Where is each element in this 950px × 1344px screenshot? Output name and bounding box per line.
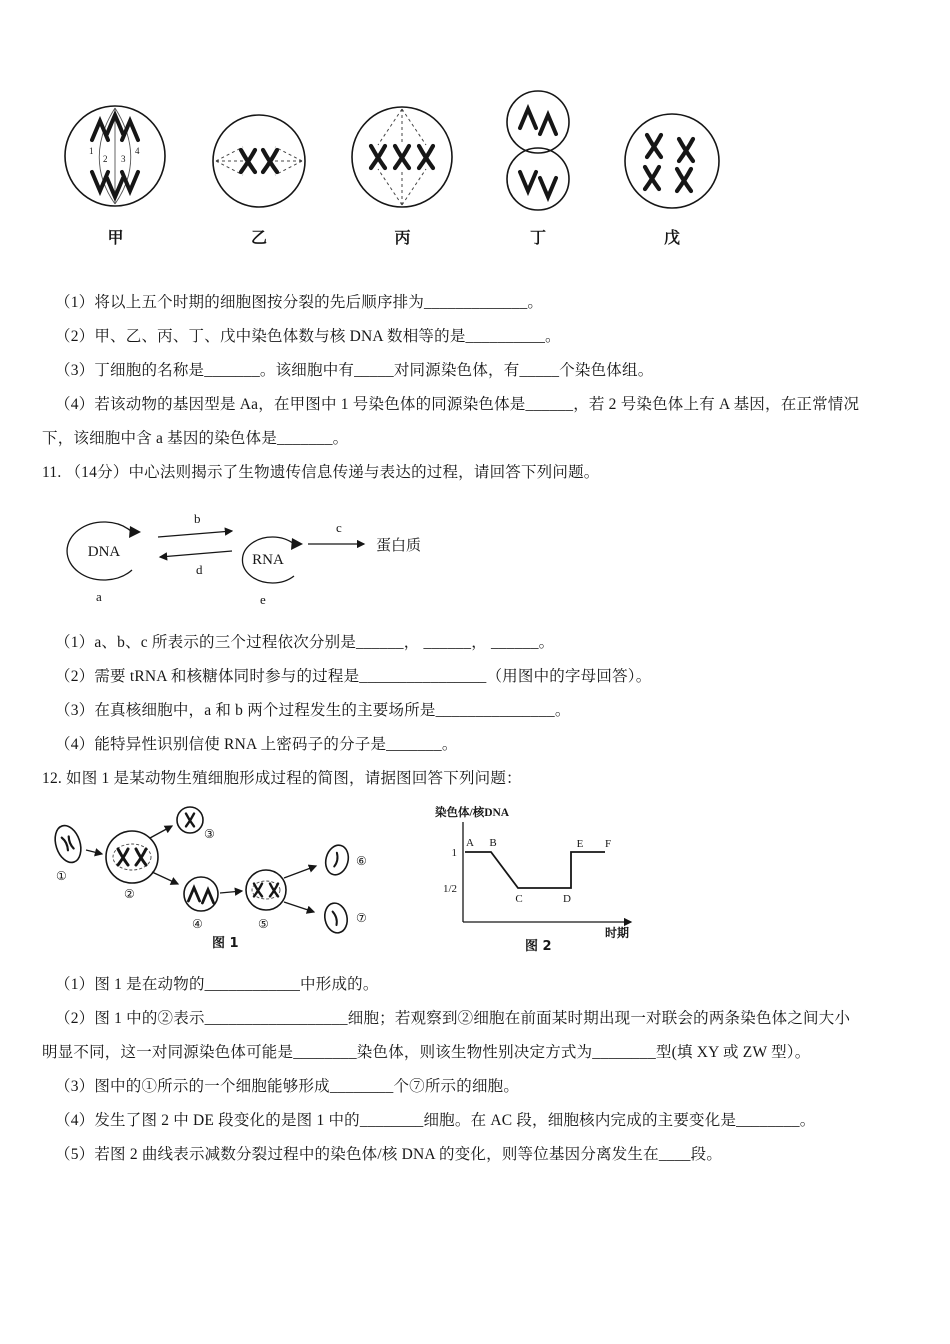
q10-line-2: （2）甲、乙、丙、丁、戊中染色体数与核 DNA 数相等的是__________。: [55, 328, 561, 345]
cell-yi-label: 乙: [250, 228, 267, 247]
fig2-caption: 图 2: [525, 939, 552, 952]
process-d-label: d: [196, 562, 203, 577]
central-dogma-diagram: [46, 496, 476, 608]
chromosome-number-1: 1: [89, 146, 94, 156]
transcription-arrow: [158, 531, 232, 537]
fig2-ytick-1: 1: [451, 847, 457, 859]
process-e-label: e: [260, 592, 266, 607]
rna-loop-arrowhead: [291, 538, 303, 550]
cell-jia-label: 甲: [107, 228, 124, 247]
chromosomes: [645, 135, 693, 191]
fig2-point-E: E: [576, 838, 584, 850]
q11-line-2: （2）需要 tRNA 和核糖体同时参与的过程是________________（用图中的字母回答）。: [55, 668, 652, 685]
chromosomes-top: [520, 109, 556, 134]
cell-jia: [58, 96, 173, 248]
q12-heading: 12. 如图 1 是某动物生殖细胞形成过程的简图，请据图回答下列问题：: [42, 770, 522, 787]
cell-5: [246, 870, 286, 910]
q12-line-2b: 明显不同，这一对同源染色体可能是________染色体，则该生物性别决定方式为________型(填 XY 或 ZW 型）。: [42, 1044, 811, 1061]
fig2-point-C: C: [515, 893, 523, 905]
cell-ding-label: 丁: [529, 228, 546, 247]
cell-6: [322, 843, 351, 878]
central-dogma-figure: [46, 496, 904, 608]
q12-line-5: （5）若图 2 曲线表示减数分裂过程中的染色体/核 DNA 的变化，则等位基因分离发生在____段。: [55, 1146, 723, 1163]
cell-2: [106, 831, 158, 883]
chromosomes: [241, 150, 277, 172]
cell-4-number: ④: [192, 917, 203, 931]
cell-wu-diagram: [616, 106, 728, 218]
dna-label: DNA: [87, 544, 121, 560]
fig2-ytick-half: 1/2: [442, 883, 457, 895]
q10-line-4b: 下，该细胞中含 a 基因的染色体是_______。: [42, 430, 349, 447]
q11-heading: 11. （14分）中心法则揭示了生物遗传信息传递与表达的过程，请回答下列问题。: [42, 464, 600, 481]
fig2-point-B: B: [489, 837, 497, 849]
q12-line-1: （1）图 1 是在动物的____________中形成的。: [55, 976, 379, 993]
q10-line-4a: （4）若该动物的基因型是 Aa，在甲图中 1 号染色体的同源染色体是______，若 2 号染色体上有 A 基因，在正常情况: [55, 396, 860, 413]
process-b-label: b: [194, 511, 201, 526]
fig2-point-F: F: [604, 838, 612, 850]
cell-bing-diagram: [345, 98, 460, 218]
cell-3: [177, 807, 203, 833]
cell-wu-label: 戊: [663, 228, 680, 247]
chromosomes-bottom: [520, 172, 556, 197]
cell-4: [184, 877, 218, 911]
cell-3-number: ③: [204, 827, 215, 841]
q11-line-4: （4）能特异性识别信使 RNA 上密码子的分子是_______。: [55, 736, 458, 753]
chromosomes: [371, 146, 433, 168]
process-a-label: a: [96, 589, 102, 604]
chromosome-number-3: 3: [121, 154, 126, 164]
reverse-transcription-arrow: [160, 551, 232, 557]
cell-yi: [203, 106, 315, 248]
q11-line-1: （1）a、b、c 所表示的三个过程依次分别是______， ______， ______。: [55, 634, 555, 651]
cell-ding: [490, 84, 586, 248]
fig1-gamete-formation: [44, 802, 409, 950]
cell-2-number: ②: [124, 887, 135, 901]
fig2-point-D: D: [563, 893, 571, 905]
cell-7-number: ⑦: [356, 911, 367, 925]
rna-label: RNA: [252, 552, 284, 568]
q12-figures: [44, 802, 904, 952]
cell-1-number: ①: [56, 869, 67, 883]
cell-1: [51, 822, 86, 866]
cell-6-number: ⑥: [356, 854, 367, 868]
fig2-curve: [465, 852, 605, 888]
cell-wu: [616, 106, 728, 248]
q11-line-3: （3）在真核细胞中，a 和 b 两个过程发生的主要场所是_______________。: [55, 702, 571, 719]
dna-loop-arrowhead: [129, 526, 141, 538]
protein-label: 蛋白质: [376, 538, 422, 554]
q10-line-1: （1）将以上五个时期的细胞图按分裂的先后顺序排为_____________。: [55, 294, 544, 311]
cell-yi-diagram: [203, 106, 315, 218]
cell-bing: [345, 98, 460, 248]
fig2-point-A: A: [466, 837, 474, 849]
process-c-label: c: [336, 520, 342, 535]
fig2-y-axis-label: 染色体/核DNA: [435, 807, 510, 819]
chromosome-number-4: 4: [135, 146, 140, 156]
cell-5-number: ⑤: [258, 917, 269, 931]
fig1-caption: 图 1: [212, 936, 239, 950]
cell-phase-figure: [42, 84, 904, 248]
q10-line-3: （3）丁细胞的名称是_______。该细胞中有_____对同源染色体，有_____个染色体组。: [55, 362, 654, 379]
q12-line-3: （3）图中的①所示的一个细胞能够形成________个⑦所示的细胞。: [55, 1078, 520, 1095]
cell-bing-label: 丙: [394, 228, 411, 247]
cell-ding-diagram: [490, 84, 586, 218]
cell-jia-diagram: [58, 96, 173, 218]
fig2-ratio-graph: [433, 802, 651, 952]
q12-line-2a: （2）图 1 中的②表示__________________细胞；若观察到②细胞在前面某时期出现一对联会的两条染色体之间大小: [55, 1010, 851, 1027]
chromosome-number-2: 2: [103, 154, 108, 164]
fig2-x-axis-label: 时期: [604, 926, 629, 940]
q12-line-4: （4）发生了图 2 中 DE 段变化的是图 1 中的________细胞。在 AC 段，细胞核内完成的主要变化是________。: [55, 1112, 816, 1129]
cell-7: [322, 901, 350, 935]
